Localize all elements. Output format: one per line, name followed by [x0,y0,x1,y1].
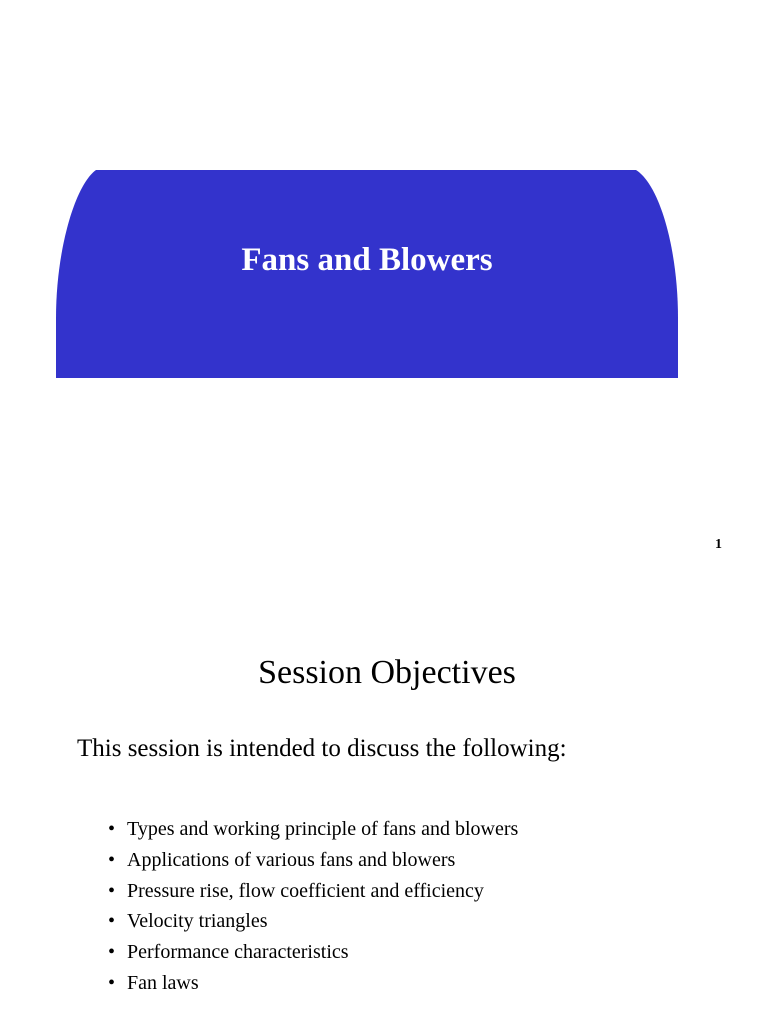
bullet-icon: • [108,879,116,902]
objective-text: Types and working principle of fans and blowers [127,818,519,840]
slide-title: Fans and Blowers [241,242,493,278]
list-item [108,937,518,968]
bullet-icon: • [108,941,116,964]
bullet-icon: • [108,971,116,994]
objective-text: Applications of various fans and blowers [127,848,456,871]
objective-text: Pressure rise, flow coefficient and efficiency [127,879,484,902]
bullet-icon: • [108,910,116,933]
page-number: 1 [715,537,722,552]
objective-text: Performance characteristics [127,941,349,964]
objectives-list [108,814,518,999]
banner-shape [0,0,768,400]
objective-text: Fan laws [127,971,199,994]
list-item [108,876,518,907]
title-banner [0,0,768,400]
list-item [108,814,518,845]
section-heading: Session Objectives [258,654,516,691]
list-item [108,968,518,999]
list-item [108,845,518,876]
list-item [108,906,518,937]
bullet-icon: • [108,818,116,840]
objective-text: Velocity triangles [127,910,268,933]
bullet-icon: • [108,848,116,871]
intro-text: This session is intended to discuss the following: [77,735,567,762]
